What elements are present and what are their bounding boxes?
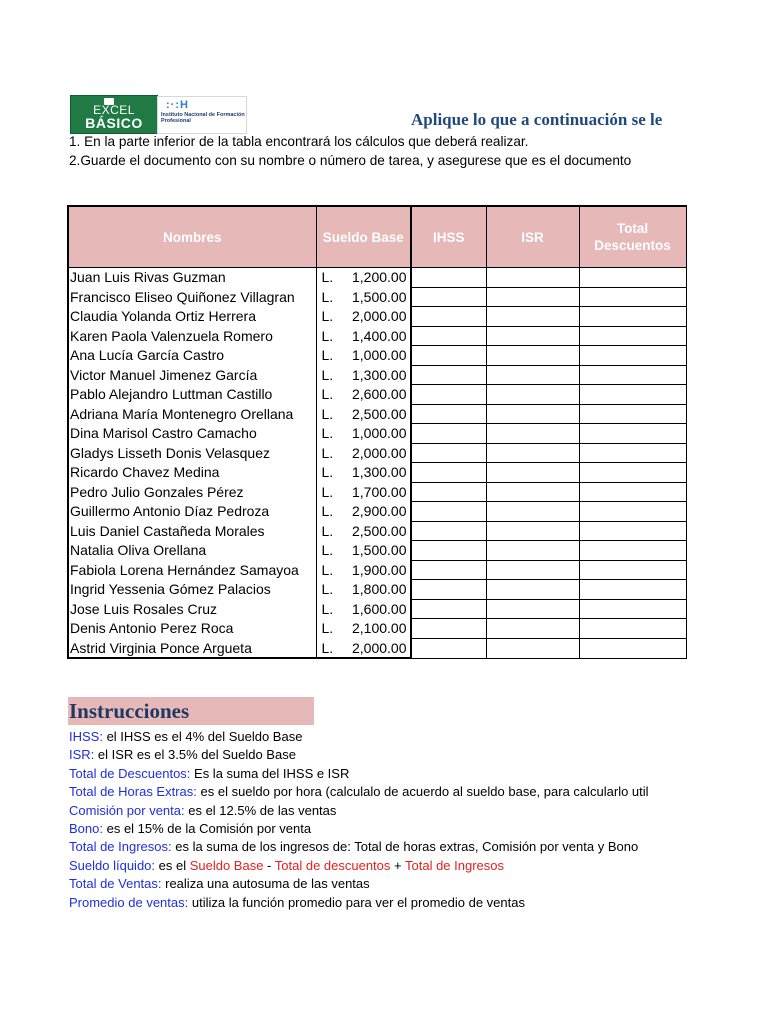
table-row bbox=[68, 580, 686, 600]
infop-logo-name: Instituto Nacional de Formación Profesional bbox=[161, 112, 245, 124]
cell-total-descuentos[interactable] bbox=[579, 385, 686, 405]
cell-total-descuentos[interactable] bbox=[579, 268, 686, 288]
table-row bbox=[68, 307, 686, 327]
instruction-line-2: 2.Guarde el documento con su nombre o número de tarea, y asegurese que es el documento bbox=[69, 153, 632, 168]
cell-isr[interactable] bbox=[486, 619, 579, 639]
sueldo-amount: 1,600.00 bbox=[352, 600, 407, 617]
rule-text: el IHSS es el 4% del Sueldo Base bbox=[102, 729, 303, 744]
rule-term: Comisión por venta: bbox=[69, 802, 185, 818]
cell-ihss[interactable] bbox=[411, 619, 486, 639]
cell-nombre[interactable]: Juan Luis Rivas Guzman bbox=[68, 268, 316, 288]
cell-isr[interactable] bbox=[486, 541, 579, 561]
instruction-rule bbox=[69, 857, 504, 875]
table-row bbox=[68, 326, 686, 346]
cell-total-descuentos[interactable] bbox=[579, 307, 686, 327]
cell-total-descuentos[interactable] bbox=[579, 541, 686, 561]
cell-nombre[interactable]: Dina Marisol Castro Camacho bbox=[68, 424, 316, 444]
cell-ihss[interactable] bbox=[411, 385, 486, 405]
cell-ihss[interactable] bbox=[411, 326, 486, 346]
currency-symbol: L. bbox=[321, 639, 334, 656]
rule-highlight: Total de Ingresos bbox=[405, 857, 505, 873]
rule-term: Total de Horas Extras: bbox=[69, 784, 197, 800]
cell-ihss[interactable] bbox=[411, 521, 486, 541]
sueldo-amount: 2,500.00 bbox=[352, 522, 407, 539]
cell-sueldo-base[interactable] bbox=[316, 268, 411, 288]
cell-nombre[interactable]: Ana Lucía García Castro bbox=[68, 346, 316, 366]
cell-nombre[interactable]: Gladys Lisseth Donis Velasquez bbox=[68, 443, 316, 463]
cell-isr[interactable] bbox=[486, 443, 579, 463]
cell-sueldo-base[interactable] bbox=[316, 287, 411, 307]
table-row bbox=[68, 287, 686, 307]
cell-ihss[interactable] bbox=[411, 307, 486, 327]
sueldo-amount: 1,300.00 bbox=[352, 464, 407, 481]
cell-total-descuentos[interactable] bbox=[579, 599, 686, 619]
cell-total-descuentos[interactable] bbox=[579, 424, 686, 444]
header-isr: ISR bbox=[486, 206, 579, 268]
cell-total-descuentos[interactable] bbox=[579, 521, 686, 541]
sueldo-amount: 1,700.00 bbox=[352, 483, 407, 500]
sueldo-amount: 1,300.00 bbox=[352, 366, 407, 383]
table-row bbox=[68, 541, 686, 561]
currency-symbol: L. bbox=[321, 386, 334, 403]
cell-isr[interactable] bbox=[486, 502, 579, 522]
cell-ihss[interactable] bbox=[411, 463, 486, 483]
currency-symbol: L. bbox=[321, 600, 334, 617]
table-row bbox=[68, 268, 686, 288]
sueldo-amount: 1,400.00 bbox=[352, 327, 407, 344]
instruction-rule bbox=[69, 875, 370, 893]
cell-nombre[interactable]: Francisco Eliseo Quiñonez Villagran bbox=[68, 287, 316, 307]
cell-isr[interactable] bbox=[486, 307, 579, 327]
cell-nombre[interactable]: Karen Paola Valenzuela Romero bbox=[68, 326, 316, 346]
cell-nombre[interactable]: Victor Manuel Jimenez García bbox=[68, 365, 316, 385]
instruction-rule bbox=[69, 802, 336, 820]
cell-total-descuentos[interactable] bbox=[579, 580, 686, 600]
cell-ihss[interactable] bbox=[411, 365, 486, 385]
cell-nombre[interactable]: Natalia Oliva Orellana bbox=[68, 541, 316, 561]
cell-ihss[interactable] bbox=[411, 268, 486, 288]
currency-symbol: L. bbox=[321, 581, 334, 598]
currency-symbol: L. bbox=[321, 620, 334, 637]
cell-total-descuentos[interactable] bbox=[579, 443, 686, 463]
cell-total-descuentos[interactable] bbox=[579, 638, 686, 658]
currency-symbol: L. bbox=[321, 464, 334, 481]
instructions-heading bbox=[68, 697, 314, 725]
cell-ihss[interactable] bbox=[411, 502, 486, 522]
cell-total-descuentos[interactable] bbox=[579, 365, 686, 385]
sueldo-amount: 1,000.00 bbox=[352, 425, 407, 442]
sueldo-amount: 2,000.00 bbox=[352, 444, 407, 461]
cell-ihss[interactable] bbox=[411, 482, 486, 502]
cell-nombre[interactable]: Jose Luis Rosales Cruz bbox=[68, 599, 316, 619]
cell-isr[interactable] bbox=[486, 326, 579, 346]
cell-nombre[interactable]: Ricardo Chavez Medina bbox=[68, 463, 316, 483]
cell-sueldo-base[interactable] bbox=[316, 521, 411, 541]
cell-isr[interactable] bbox=[486, 287, 579, 307]
rule-term: Sueldo líquido: bbox=[69, 857, 156, 873]
table-row bbox=[68, 424, 686, 444]
table-body bbox=[68, 268, 686, 659]
salary-table-container bbox=[67, 205, 687, 659]
sueldo-amount: 2,500.00 bbox=[352, 405, 407, 422]
cell-total-descuentos[interactable] bbox=[579, 463, 686, 483]
cell-ihss[interactable] bbox=[411, 404, 486, 424]
cell-sueldo-base[interactable] bbox=[316, 424, 411, 444]
instructions-heading-text: Instrucciones bbox=[69, 699, 190, 723]
cell-total-descuentos[interactable] bbox=[579, 346, 686, 366]
rule-text: - bbox=[263, 857, 275, 873]
rule-highlight: Total de descuentos bbox=[274, 857, 391, 873]
cell-nombre[interactable]: Guillermo Antonio Díaz Pedroza bbox=[68, 502, 316, 522]
cell-sueldo-base[interactable] bbox=[316, 443, 411, 463]
currency-symbol: L. bbox=[321, 405, 334, 422]
cell-total-descuentos[interactable] bbox=[579, 482, 686, 502]
table-row bbox=[68, 599, 686, 619]
table-row bbox=[68, 482, 686, 502]
rule-term: Total de Descuentos: bbox=[69, 765, 191, 781]
sueldo-amount: 1,900.00 bbox=[352, 561, 407, 578]
currency-symbol: L. bbox=[321, 366, 334, 383]
cell-isr[interactable] bbox=[486, 560, 579, 580]
cell-nombre[interactable]: Denis Antonio Perez Roca bbox=[68, 619, 316, 639]
cell-isr[interactable] bbox=[486, 385, 579, 405]
header-total-descuentos: Total Descuentos bbox=[579, 206, 686, 268]
sueldo-amount: 1,000.00 bbox=[352, 347, 407, 364]
cell-isr[interactable] bbox=[486, 638, 579, 658]
excel-logo-line1: EXCEL bbox=[93, 103, 135, 117]
header-ihss: IHSS bbox=[411, 206, 486, 268]
table-row bbox=[68, 502, 686, 522]
cell-sueldo-base[interactable] bbox=[316, 482, 411, 502]
rule-text: es la suma de los ingresos de: Total de horas extras, Comisión por venta y Bono bbox=[171, 839, 639, 855]
table-row bbox=[68, 619, 686, 639]
sueldo-amount: 1,800.00 bbox=[352, 581, 407, 598]
cell-total-descuentos[interactable] bbox=[579, 560, 686, 580]
cell-sueldo-base[interactable] bbox=[316, 502, 411, 522]
rule-term: Bono: bbox=[69, 821, 103, 836]
table-row bbox=[68, 463, 686, 483]
currency-symbol: L. bbox=[321, 288, 334, 305]
cell-nombre[interactable]: Adriana María Montenegro Orellana bbox=[68, 404, 316, 424]
table-row bbox=[68, 404, 686, 424]
table-row bbox=[68, 443, 686, 463]
table-header-row bbox=[68, 206, 686, 268]
table-row bbox=[68, 521, 686, 541]
table-row bbox=[68, 365, 686, 385]
cell-ihss[interactable] bbox=[411, 541, 486, 561]
cell-ihss[interactable] bbox=[411, 599, 486, 619]
cell-sueldo-base[interactable] bbox=[316, 385, 411, 405]
rule-text: + bbox=[390, 857, 405, 873]
sueldo-amount: 1,200.00 bbox=[352, 269, 407, 286]
instruction-rule bbox=[69, 820, 311, 838]
cell-ihss[interactable] bbox=[411, 560, 486, 580]
cell-ihss[interactable] bbox=[411, 424, 486, 444]
cell-nombre[interactable]: Pablo Alejandro Luttman Castillo bbox=[68, 385, 316, 405]
cell-isr[interactable] bbox=[486, 404, 579, 424]
rule-text: es el 12.5% de las ventas bbox=[184, 802, 337, 818]
sueldo-amount: 2,000.00 bbox=[352, 639, 407, 656]
currency-symbol: L. bbox=[321, 269, 334, 286]
cell-isr[interactable] bbox=[486, 365, 579, 385]
cell-sueldo-base[interactable] bbox=[316, 463, 411, 483]
cell-nombre[interactable]: Claudia Yolanda Ortiz Herrera bbox=[68, 307, 316, 327]
cell-sueldo-base[interactable] bbox=[316, 346, 411, 366]
cell-nombre[interactable]: Ingrid Yessenia Gómez Palacios bbox=[68, 580, 316, 600]
excel-basico-logo bbox=[70, 95, 158, 134]
cell-isr[interactable] bbox=[486, 482, 579, 502]
rule-term: ISR: bbox=[69, 747, 95, 763]
rule-text: es el sueldo por hora (calculalo de acuerdo al sueldo base, para calcularlo util bbox=[196, 784, 649, 800]
currency-symbol: L. bbox=[321, 503, 334, 520]
cell-nombre[interactable]: Astrid Virginia Ponce Argueta bbox=[68, 638, 316, 658]
cell-sueldo-base[interactable] bbox=[316, 365, 411, 385]
currency-symbol: L. bbox=[321, 347, 334, 364]
header-nombres: Nombres bbox=[68, 206, 316, 268]
infop-logo bbox=[157, 96, 247, 134]
currency-symbol: L. bbox=[321, 542, 334, 559]
sueldo-amount: 2,000.00 bbox=[352, 308, 407, 325]
rule-text: utiliza la función promedio para ver el promedio de ventas bbox=[188, 894, 525, 910]
cell-sueldo-base[interactable] bbox=[316, 404, 411, 424]
cell-nombre[interactable]: Luis Daniel Castañeda Morales bbox=[68, 521, 316, 541]
cell-isr[interactable] bbox=[486, 268, 579, 288]
currency-symbol: L. bbox=[321, 425, 334, 442]
rule-text: Es la suma del IHSS e ISR bbox=[190, 765, 350, 781]
salary-table bbox=[67, 205, 687, 659]
cell-isr[interactable] bbox=[486, 599, 579, 619]
instruction-rule bbox=[69, 728, 302, 746]
rule-highlight: Sueldo Base bbox=[189, 857, 264, 873]
instruction-rule bbox=[69, 894, 525, 912]
cell-isr[interactable] bbox=[486, 463, 579, 483]
cell-sueldo-base[interactable] bbox=[316, 619, 411, 639]
currency-symbol: L. bbox=[321, 308, 334, 325]
cell-sueldo-base[interactable] bbox=[316, 307, 411, 327]
instruction-rule bbox=[69, 765, 349, 783]
table-row bbox=[68, 638, 686, 658]
cell-sueldo-base[interactable] bbox=[316, 560, 411, 580]
cell-sueldo-base[interactable] bbox=[316, 541, 411, 561]
table-row bbox=[68, 346, 686, 366]
cell-isr[interactable] bbox=[486, 580, 579, 600]
sueldo-amount: 1,500.00 bbox=[352, 542, 407, 559]
sueldo-amount: 2,900.00 bbox=[352, 503, 407, 520]
table-row bbox=[68, 385, 686, 405]
currency-symbol: L. bbox=[321, 444, 334, 461]
currency-symbol: L. bbox=[321, 561, 334, 578]
rule-text: es el bbox=[155, 857, 190, 873]
cell-total-descuentos[interactable] bbox=[579, 619, 686, 639]
cell-ihss[interactable] bbox=[411, 346, 486, 366]
cell-total-descuentos[interactable] bbox=[579, 287, 686, 307]
cell-sueldo-base[interactable] bbox=[316, 599, 411, 619]
sueldo-amount: 1,500.00 bbox=[352, 288, 407, 305]
cell-sueldo-base[interactable] bbox=[316, 326, 411, 346]
cell-total-descuentos[interactable] bbox=[579, 404, 686, 424]
rule-term: Total de Ventas: bbox=[69, 876, 162, 892]
infop-logo-mark: :·:H bbox=[166, 99, 189, 111]
cell-total-descuentos[interactable] bbox=[579, 326, 686, 346]
sueldo-amount: 2,600.00 bbox=[352, 386, 407, 403]
cell-isr[interactable] bbox=[486, 346, 579, 366]
cell-ihss[interactable] bbox=[411, 443, 486, 463]
instruction-line-1: 1. En la parte inferior de la tabla encontrará los cálculos que deberá realizar. bbox=[69, 134, 529, 149]
sueldo-amount: 2,100.00 bbox=[352, 620, 407, 637]
rule-text: realiza una autosuma de las ventas bbox=[161, 876, 370, 892]
header-sueldo-base: Sueldo Base bbox=[316, 206, 411, 268]
instruction-rule bbox=[69, 838, 638, 856]
cell-sueldo-base[interactable] bbox=[316, 638, 411, 658]
instruction-rule bbox=[69, 783, 649, 801]
excel-logo-line2: BÁSICO bbox=[85, 115, 143, 131]
currency-symbol: L. bbox=[321, 522, 334, 539]
cell-sueldo-base[interactable] bbox=[316, 580, 411, 600]
cell-ihss[interactable] bbox=[411, 638, 486, 658]
currency-symbol: L. bbox=[321, 483, 334, 500]
cell-total-descuentos[interactable] bbox=[579, 502, 686, 522]
cell-ihss[interactable] bbox=[411, 287, 486, 307]
table-row bbox=[68, 560, 686, 580]
cell-nombre[interactable]: Pedro Julio Gonzales Pérez bbox=[68, 482, 316, 502]
rule-term: Total de Ingresos: bbox=[69, 839, 172, 855]
instruction-rule bbox=[69, 746, 296, 764]
rule-text: es el 15% de la Comisión por venta bbox=[102, 821, 312, 836]
cell-isr[interactable] bbox=[486, 424, 579, 444]
rule-term: Promedio de ventas: bbox=[69, 894, 189, 910]
rule-term: IHSS: bbox=[69, 729, 103, 744]
rule-text: el ISR es el 3.5% del Sueldo Base bbox=[94, 747, 296, 763]
cell-isr[interactable] bbox=[486, 521, 579, 541]
currency-symbol: L. bbox=[321, 327, 334, 344]
cell-ihss[interactable] bbox=[411, 580, 486, 600]
page-title: Aplique lo que a continuación se le bbox=[411, 110, 663, 129]
cell-nombre[interactable]: Fabiola Lorena Hernández Samayoa bbox=[68, 560, 316, 580]
